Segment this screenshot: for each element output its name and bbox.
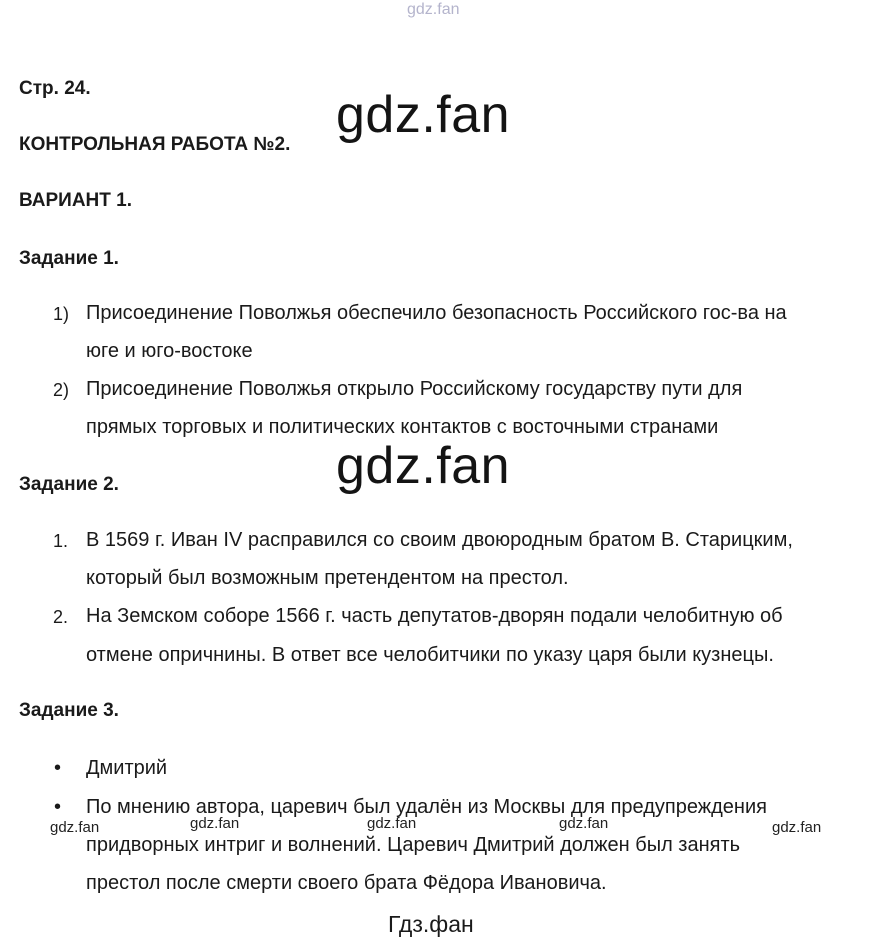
task-3-heading: Задание 3. (19, 700, 119, 721)
watermark-large-2: gdz.fan (336, 437, 511, 495)
variant-heading: ВАРИАНТ 1. (19, 190, 132, 211)
task-1-heading: Задание 1. (19, 248, 119, 269)
task-1-item-1-marker: 1) (53, 304, 70, 324)
task-3-item-2-line-1: По мнению автора, царевич был удалён из Москвы для предупреждения (86, 796, 767, 818)
task-2-item-1-marker: 1. (53, 531, 69, 551)
task-2-item-1-line-2: который был возможным претендентом на престол. (86, 567, 569, 589)
task-2-item-2-line-1: На Земском соборе 1566 г. часть депутатов-дворян подали челобитную об (86, 605, 783, 627)
task-2-item-1-line-1: В 1569 г. Иван IV расправился со своим двоюродным братом В. Старицким, (86, 529, 793, 551)
task-1-item-1-line-2: юге и юго-востоке (86, 340, 253, 362)
task-3-item-1-line-1: Дмитрий (86, 757, 168, 779)
task-3-item-2-bullet: • (54, 796, 62, 818)
task-2-heading: Задание 2. (19, 474, 119, 495)
page-title: КОНТРОЛЬНАЯ РАБОТА №2. (19, 134, 291, 155)
task-1-item-2-line-2: прямых торговых и политических контактов с восточными странами (86, 416, 719, 438)
watermark-top: gdz.fan (407, 1, 460, 18)
task-2-item-2-marker: 2. (53, 607, 69, 627)
watermark-small-3: gdz.fan (367, 815, 417, 832)
task-1-item-2-line-1: Присоединение Поволжья открыло Российскому государству пути для (86, 378, 743, 400)
task-3-item-2-line-2: придворных интриг и волнений. Царевич Дмитрий должен был занять (86, 834, 741, 856)
watermark-small-2: gdz.fan (190, 815, 240, 832)
watermark-small-1: gdz.fan (50, 819, 100, 836)
task-1-item-1-line-1: Присоединение Поволжья обеспечило безопасность Российского гос-ва на (86, 302, 787, 324)
task-2-item-2-line-2: отмене опричнины. В ответ все челобитчики по указу царя были кузнецы. (86, 644, 774, 666)
watermark-small-4: gdz.fan (559, 815, 609, 832)
task-1-item-2-marker: 2) (53, 380, 70, 400)
watermark-small-5: gdz.fan (772, 819, 822, 836)
watermark-large-1: gdz.fan (336, 86, 511, 144)
task-3-item-2-line-3: престол после смерти своего брата Фёдора Ивановича. (86, 872, 607, 894)
watermark-footer: Гдз.фан (388, 911, 474, 937)
task-3-item-1-bullet: • (54, 757, 62, 779)
page-reference: Стр. 24. (19, 78, 91, 99)
